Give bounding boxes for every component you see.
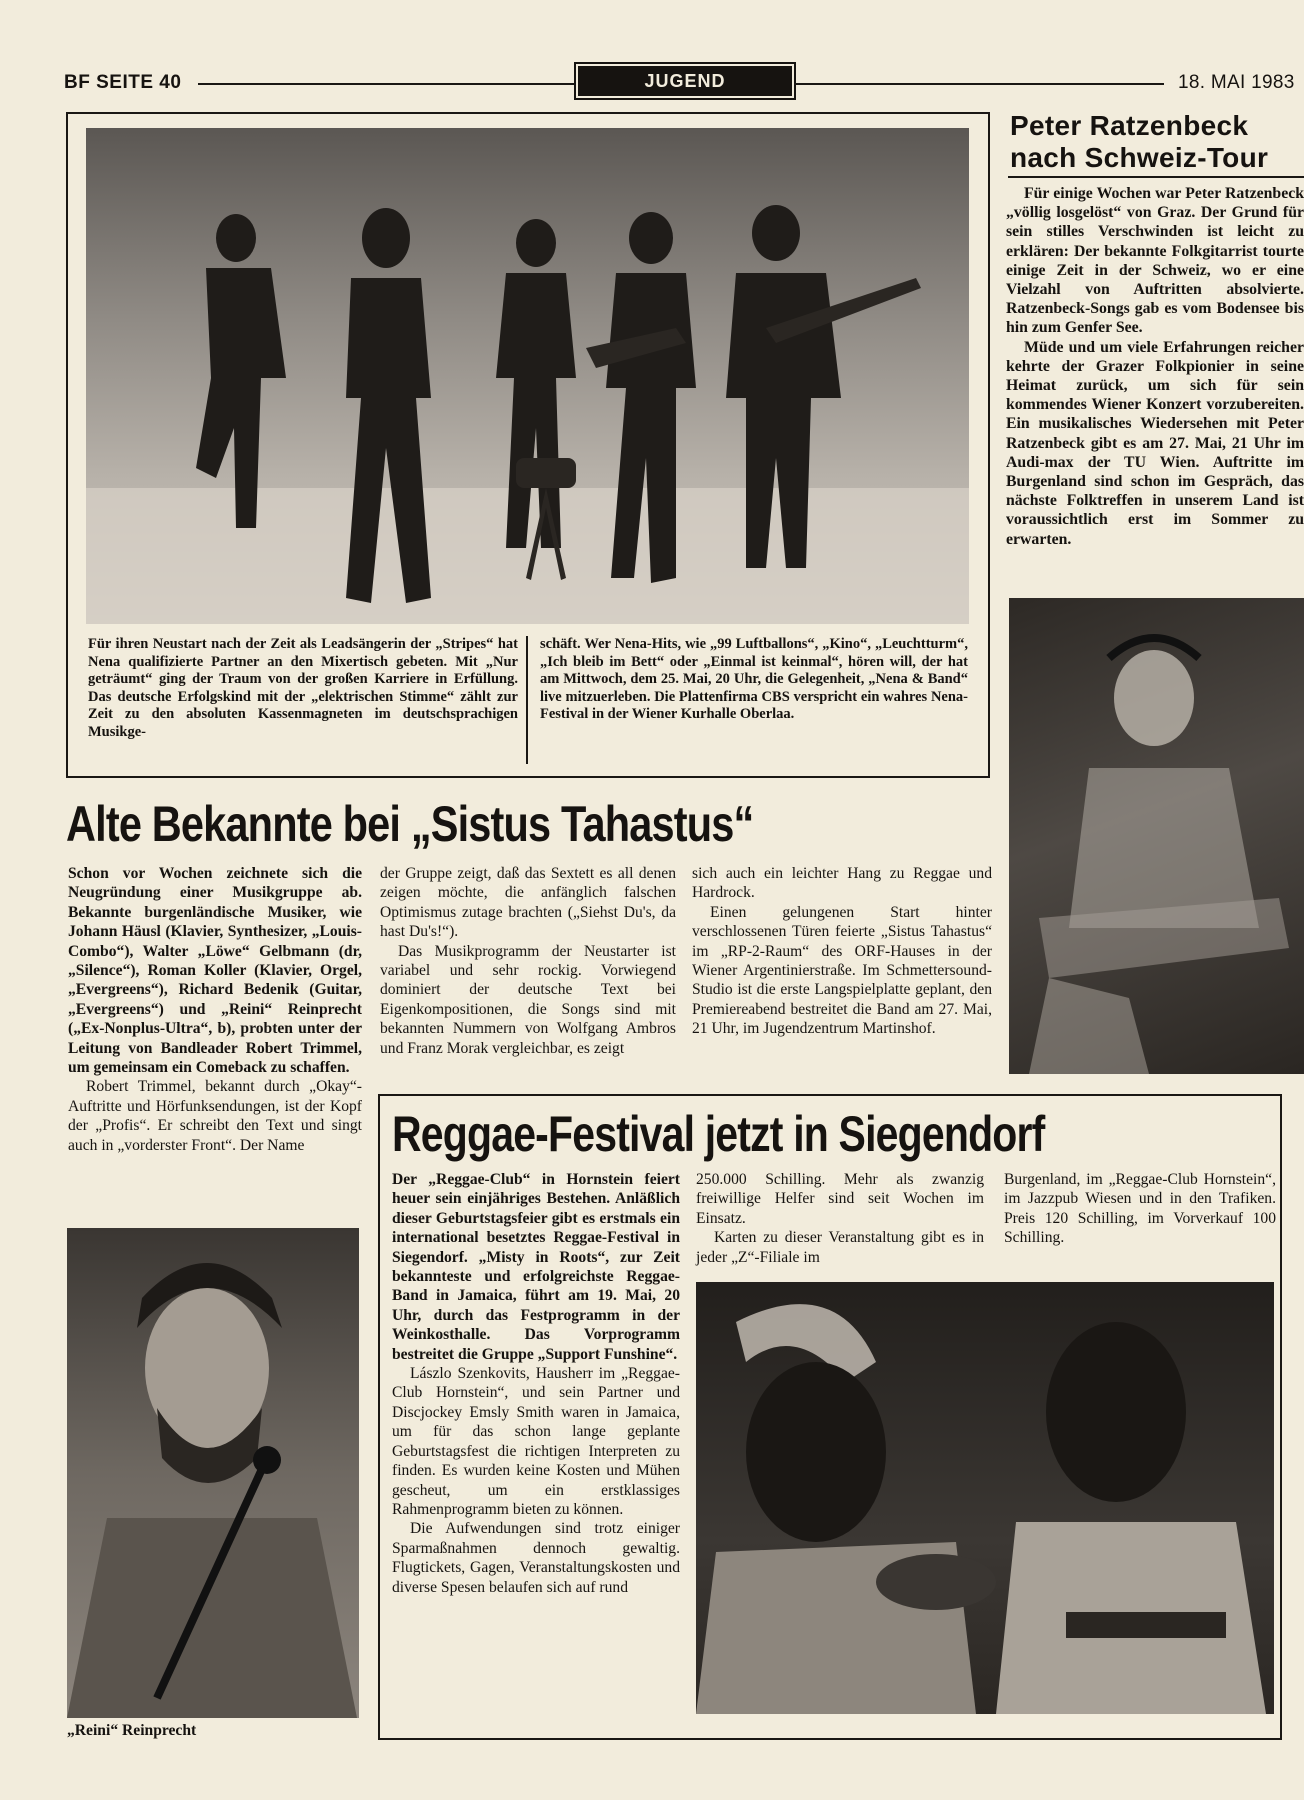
reggae-col1-lead: Der „Reggae-Club“ in Hornstein feiert heuer sein einjähriges Bestehen. Anläßlich dieser Geburtstagsfeier gibt es erstmals ein international besetztes Reggae-Festival in Siegendorf. „Misty in Roots“, zur Zeit bekannteste und erfolgreichste Reggae-Band in Jamaica, führt am 19. Mai, 20 Uhr, durch das Festprogramm in der Weinkosthalle. Das Vorprogramm bestreitet die Gruppe „Support Funshine“. (392, 1171, 680, 1363)
sistus-col3-p2: Einen gelungenen Start hinter verschlossenen Türen feierte „Sistus Tahastus“ im „RP-2-Raum“ des ORF-Hauses in der Wiener Argentinierstraße. Im Schmettersound-Studio ist die erste Langspielplatte geplant, den Premiereabend bestreitet die Band am 27. Mai, 21 Uhr, im Jugendzentrum Martinshof. (692, 903, 992, 1038)
page-date: 18. MAI 1983 (1178, 72, 1295, 93)
reggae-col2-p1: 250.000 Schilling. Mehr als zwanzig freiwillige Helfer sind seit Wochen im Einsatz. (696, 1171, 984, 1227)
nena-band-photo (86, 128, 969, 624)
sistus-headline-wrap (66, 796, 996, 856)
reggae-col1-p2: Lászlo Szenkovits, Hausherr im „Reggae-Club Hornstein“, und sein Partner und Discjockey Emsly Smith waren in Jamaica, um für das schon lange geplante Geburtstagsfest die richtigen Interpreten zu finden. Es wurden keine Kosten und Mühen gescheut, um ein erstklassiges Rahmenprogramm bieten zu können. (392, 1365, 680, 1518)
ratzenbeck-article (1006, 184, 1304, 549)
sistus-col3-p1: sich auch ein leichter Hang zu Reggae und Hardrock. (692, 865, 992, 902)
sistus-col2-p2: Das Musikprogramm der Neustarter ist variabel und sehr rockig. Vorwiegend dominiert der deutsche Text bei Eigenkompositionen, die Songs sind mit bekannten Nummern von Wolfgang Ambros und Franz Morak vergleichbar, es zeigt (380, 942, 676, 1057)
ratzenbeck-paragraph-1: Für einige Wochen war Peter Ratzenbeck „völlig losgelöst“ von Graz. Der Grund für sein stilles Verschwinden ist leicht zu erklären: Der bekannte Folkgitarrist tourte einige Zeit in der Schweiz, wo er eine Vielzahl von Auftritten absolvierte. Ratzenbeck-Songs gab es vom Bodensee bis hin zum Genfer See. (1006, 185, 1304, 337)
ratzenbeck-guitar-photo (1009, 598, 1304, 1074)
misty-in-roots-photo (696, 1282, 1274, 1714)
sistus-column-3 (692, 864, 992, 1039)
ratzenbeck-paragraph-2: Müde und um viele Erfahrungen reicher kehrte der Grazer Folkpionier in seine Heimat zurück, um sich für sein kommendes Wiener Konzert vorzubereiten. Ein musikalisches Wiedersehen mit Peter Ratzenbeck gibt es am 27. Mai, 21 Uhr im Audi-max der TU Wien. Auftritte im Burgenland sind schon im Gespräch, das nächste Folktreffen in unserem Land ist voraussichtlich erst im Sommer zu erwarten. (1006, 338, 1304, 548)
ratzenbeck-headline-1: Peter Ratzenbeck (1010, 110, 1249, 141)
musicians-silhouettes (696, 1282, 1274, 1714)
reggae-column-2 (696, 1170, 984, 1267)
reggae-headline: Reggae-Festival jetzt in Siegendorf (392, 1106, 1045, 1162)
reggae-column-1 (392, 1170, 680, 1597)
nena-caption-right: schäft. Wer Nena-Hits, wie „99 Luftballons“, „Kino“, „Leuchtturm“, „Ich bleib im Bett“ oder „Einmal ist keinmal“, hören will, der hat am Mittwoch, dem 25. Mai, 20 Uhr, die Gelegenheit, „Nena & Band“ live mitzuerleben. Die Plattenfirma CBS verspricht ein wahres Nena-Festival in der Wiener Kurhalle Oberlaa. (540, 636, 968, 723)
sistus-column-2 (380, 864, 676, 1058)
singer-silhouette (67, 1228, 359, 1718)
reggae-col1-p3: Die Aufwendungen sind trotz einiger Sparmaßnahmen dennoch gewaltig. Flugtickets, Gagen, Veranstaltungskosten und diverse Spesen belaufen sich auf rund (392, 1520, 680, 1596)
header-rule-right (794, 83, 1164, 85)
section-label: JUGEND (578, 66, 792, 96)
reggae-column-3 (1004, 1170, 1276, 1248)
nena-caption-left: Für ihren Neustart nach der Zeit als Leadsängerin der „Stripes“ hat Nena qualifizierte Partner an den Mixertisch gebeten. Mit „Nur geträumt“ ging der Traum von der großen Karriere in Erfüllung. Das deutsche Erfolgskind mit der „elektrischen Stimme“ zählt zur Zeit zu den absoluten Kassenmagneten im deutschsprachigen Musikge- (88, 636, 518, 740)
sistus-headline: Alte Bekannte bei „Sistus Tahastus“ (66, 796, 754, 852)
sistus-col1-lead: Schon vor Wochen zeichnete sich die Neugründung einer Musikgruppe ab. Bekannte burgenländische Musiker, wie Johann Häusl (Klavier, Synthesizer, „Louis-Combo“), Walter „Löwe“ Gelbmann (dr, „Silence“), Roman Koller (Klavier, Orgel, „Evergreens“), Richard Bedenik (Guitar, „Evergreens“) und „Reini“ Reinprecht („Ex-Nonplus-Ultra“, b), probten unter der Leitung von Bandleader Robert Trimmel, um gemeinsam ein Comeback zu schaffen. (68, 865, 362, 1077)
ratzenbeck-headline-2: nach Schweiz-Tour (1010, 142, 1269, 173)
page-label: BF SEITE 40 (64, 72, 182, 93)
band-silhouettes (86, 128, 969, 624)
header-rule-left (198, 83, 576, 85)
sistus-column-1 (68, 864, 362, 1155)
reggae-headline-wrap (392, 1106, 1272, 1166)
ratzenbeck-rule (1008, 176, 1304, 178)
reggae-col2-p2: Karten zu dieser Veranstaltung gibt es in jeder „Z“-Filiale im (696, 1229, 984, 1266)
nena-caption-divider (526, 636, 528, 764)
sistus-col2-p1: der Gruppe zeigt, daß das Sextett es all denen zeigen möchte, die anfänglich falschen Optimismus zutage brachten („Siehst Du's, da hast Du's!“). (380, 865, 676, 941)
sistus-col1-p2: Robert Trimmel, bekannt durch „Okay“-Auftritte und Hörfunksendungen, ist der Kopf der „Profis“. Er schreibt den Text und singt auch in „vorderster Front“. Der Name (68, 1078, 362, 1154)
guitarist-silhouette (1009, 598, 1304, 1074)
reggae-col3-p1: Burgenland, im „Reggae-Club Hornstein“, im Jazzpub Wiesen und in den Trafiken. Preis 120 Schilling, im Vorverkauf 100 Schilling. (1004, 1171, 1276, 1247)
reini-photo-caption: „Reini“ Reinprecht (67, 1722, 197, 1739)
reini-reinprecht-photo (67, 1228, 359, 1718)
